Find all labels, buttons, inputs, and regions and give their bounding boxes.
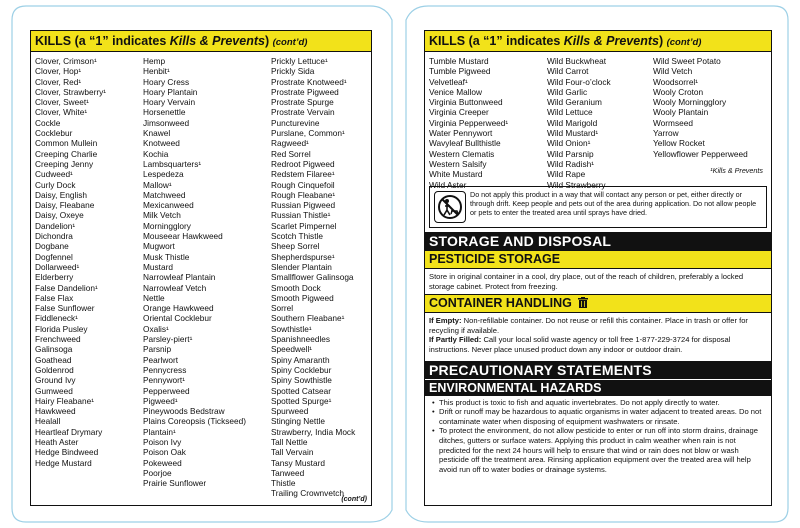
weed-name: Thistle [271,478,296,489]
weed-name: Wild Garlic [547,86,588,97]
weed-name: Poison Oak [143,447,186,458]
weed-name: Wild Onion¹ [547,138,591,149]
weed-name: Cocklebur [35,128,73,139]
weed-name: Wild Carrot [547,66,589,77]
weed-name: Clover, White¹ [35,107,88,118]
weed-name: Wild Sweet Potato [653,56,721,66]
weed-name: Musk Thistle [143,251,190,262]
weed-name: Knawel [143,128,171,139]
weed-name: Clover, Red¹ [35,76,82,87]
weed-name: Mouseear Hawkweed [143,231,223,242]
weed-name: Spiny Sowthistle [271,375,332,386]
weed-name: Daisy, Oxeye [35,210,84,221]
weed-name: Clover, Sweet¹ [35,97,89,108]
weed-name: Smooth Pigweed [271,292,334,303]
weed-name: Tumble Pigweed [429,66,491,77]
header-cont: (cont’d) [272,37,308,48]
precautionary-heading: PRECAUTIONARY STATEMENTS [425,361,771,379]
header-prefix: KILLS (a “1” indicates [429,34,564,48]
trash-can-icon [578,297,588,308]
weed-name: Lambsquarters¹ [143,158,202,169]
weed-name: White Mustard [429,169,483,180]
weed-name: Curly Dock [35,179,76,190]
weed-column-2 [143,56,246,488]
weed-name: Henbit¹ [143,66,170,77]
kills-header-right [425,31,771,52]
container-handling-heading [425,294,771,313]
weed-name: Parsley-piert¹ [143,334,193,345]
weed-name: Dandelion¹ [35,220,76,231]
kills-header-left [31,31,371,52]
weed-name: Narrowleaf Plantain [143,272,216,283]
environmental-hazards-heading: ENVIRONMENTAL HAZARDS [425,379,771,396]
weed-name: Spotted Spurge¹ [271,395,332,406]
weed-name: Wild Geranium [547,97,602,108]
weed-name: Spiny Amaranth [271,354,330,365]
weed-name: Trailing Crownvetch [271,488,345,499]
weed-name: Purslane, Common¹ [271,128,345,139]
weed-name: Oxalis¹ [143,323,169,334]
weed-name: Russian Pigweed [271,200,336,211]
environmental-hazard-item: • This product is toxic to fish and aquatic invertebrates. Do not apply directly to water. [439,398,767,408]
weed-name: Pennycress [143,364,187,375]
weed-name: Smooth Dock [271,282,321,293]
weed-name: Scarlet Pimpernel [271,220,337,231]
weed-name: Fiddleneck¹ [35,313,78,324]
weed-name: Narrowleaf Vetch [143,282,207,293]
weed-name: Virginia Buttonweed [429,97,503,108]
weed-name: Pokeweed [143,457,182,468]
weed-name: Hoary Vervain [143,97,196,108]
weed-name: Wooly Plantain [653,107,709,118]
weed-name: Goldenrod [35,364,74,375]
weed-name: Prairie Sunflower [143,478,207,489]
weed-name: Dichondra [35,231,73,242]
if-empty-paragraph [429,316,767,335]
weed-column-3 [271,56,355,499]
weed-name: Wild Four-o’clock [547,76,611,87]
weed-name: Gumweed [35,385,73,396]
weed-name: Water Pennywort [429,128,493,139]
weed-name: Creeping Charlie [35,148,98,159]
weed-name: Lespedeza [143,169,184,180]
weed-name: Poorjoe [143,467,172,478]
weed-name: Spurweed [271,406,309,417]
container-handling-text [425,313,771,357]
weed-name: Prostrate Knotweed¹ [271,76,347,87]
header-suffix: ) [658,34,664,48]
header-emphasis: Kills & Prevents [169,34,265,48]
weed-name: Wormseed [653,117,693,128]
weed-name: Mustard [143,261,173,272]
cont-note: (cont’d) [341,496,367,503]
weed-name: Hawkweed [35,406,76,417]
if-partly-text: Call your local solid waste agency or toll free 1-877-229-3724 for disposal instructions. Never place unused product down any indoor or outdoor drain. [429,335,731,354]
weed-name: Jimsonweed [143,117,190,128]
weed-name: Red Sorrel [271,148,311,159]
weed-name: Wild Strawberry [547,179,606,190]
weed-name: Virginia Creeper [429,107,489,118]
weed-name: Stinging Nettle [271,416,325,427]
weed-column-2 [547,56,611,190]
weed-name: Tumble Mustard [429,56,489,66]
weed-name: Hemp [143,56,166,66]
weed-name: Goathead [35,354,72,365]
weed-name: Redroot Pigweed [271,158,335,169]
weed-name: Daisy, English [35,189,87,200]
pesticide-storage-heading: PESTICIDE STORAGE [425,250,771,269]
weed-name: Sheep Sorrel [271,241,320,252]
if-partly-paragraph [429,335,767,354]
weed-name: Sorrel [271,303,294,314]
weed-name: Sowthistle¹ [271,323,312,334]
weed-name: Pennywort¹ [143,375,185,386]
weed-name: Dogbane [35,241,69,252]
weed-name: Hoary Cress [143,76,190,87]
weed-name: Galinsoga [35,344,73,355]
weed-name: Common Mullein [35,138,98,149]
weed-name: Yellowflower Pepperweed [653,148,748,159]
pet-warning-box [429,186,767,228]
weed-name: Western Salsify [429,158,487,169]
kills-prevents-footnote: ¹Kills & Prevents [710,166,763,175]
environmental-hazard-item: • To protect the environment, do not allow pesticide to enter or run off into storm drains, drainage ditches, gutters or surface waters. Applying this product in calm weather when rain is not predicted for the next 24 hours will help to ensure that wind or rain does not blow or wash pesticide off the treatment area. Rinsing application equipment over the treated area will help avoid run off to water bodies or drainage systems. [439,426,767,474]
weed-name: Virginia Pepperweed¹ [429,117,509,128]
weed-name: Pineywoods Bedstraw [143,406,225,417]
weed-name: Wild Mustard¹ [547,128,599,139]
weed-name: Prostrate Vervain [271,107,335,118]
weed-name: Yellow Rocket [653,138,705,149]
weed-name: Tall Nettle [271,436,308,447]
weed-name: Morningglory [143,220,191,231]
weed-name: Dogfennel [35,251,73,262]
weed-name: Plantain¹ [143,426,176,437]
if-empty-label: If Empty: [429,316,462,326]
header-cont: (cont’d) [666,37,702,48]
weed-name: Speedwell¹ [271,344,313,355]
weed-name: Prickly Lettuce¹ [271,56,328,66]
weed-name: Oriental Cocklebur [143,313,212,324]
no-people-pets-icon [434,191,466,223]
weed-name: Wild Parsnip [547,148,594,159]
weed-name: Horsenettle [143,107,186,118]
header-emphasis: Kills & Prevents [563,34,659,48]
weed-name: Scotch Thistle [271,231,323,242]
weed-name: Wild Lettuce [547,107,593,118]
weed-name: Southern Fleabane¹ [271,313,345,324]
weed-name: Clover, Crimson¹ [35,56,97,66]
weed-name: Ground Ivy [35,375,76,386]
weed-name: Daisy, Fleabane [35,200,95,211]
weed-name: Prickly Sida [271,66,315,77]
weed-name: Hedge Mustard [35,457,92,468]
weed-column-3 [653,56,748,159]
header-prefix: KILLS (a “1” indicates [35,34,170,48]
weed-name: Rough Fleabane¹ [271,189,336,200]
right-panel [424,30,772,506]
weed-name: Mugwort [143,241,175,252]
weed-name: Cockle [35,117,61,128]
environmental-hazards-list [429,398,767,475]
weed-name: Strawberry, India Mock [271,426,356,437]
weed-name: Plains Coreopsis (Tickseed) [143,416,246,427]
weed-name: Hairy Fleabane¹ [35,395,95,406]
weed-name: Spiny Cocklebur [271,364,332,375]
weed-name: Parsnip [143,344,172,355]
weed-name: Kochia [143,148,169,159]
weed-name: Wooly Morningglory [653,97,727,108]
weed-name: Rough Cinquefoil [271,179,335,190]
weed-name: Velvetleaf¹ [429,76,468,87]
pet-warning-text: Do not apply this product in a way that will contact any person or pet, either directly or through drift. Keep people and pets out of the area during application. Do not allow people or pets to enter the treated area until sprays have dried. [470,190,757,218]
weed-name: Milk Vetch [143,210,181,221]
weed-name: Poison Ivy [143,436,182,447]
weed-name: Elderberry [35,272,74,283]
weed-name: Heath Aster [35,436,79,447]
weed-name: False Sunflower [35,303,95,314]
if-partly-label: If Partly Filled: [429,335,482,345]
weed-name: Ragweed¹ [271,138,309,149]
weed-name: Tansy Mustard [271,457,325,468]
weed-name: Wild Aster [429,179,467,190]
weed-name: False Flax [35,292,74,303]
weed-name: Prostrate Pigweed [271,86,339,97]
weed-name: Pepperweed [143,385,190,396]
weed-name: Clover, Strawberry¹ [35,86,107,97]
weed-name: Wild Buckwheat [547,56,607,66]
weed-name: Wooly Croton [653,86,704,97]
weed-name: Russian Thistle¹ [271,210,331,221]
weed-name: Shepherdspurse¹ [271,251,335,262]
weed-name: Spanishneedles [271,334,331,345]
weed-name: Clover, Hop¹ [35,66,82,77]
weed-name: Healall [35,416,61,427]
weed-column-1 [429,56,508,190]
weed-name: False Dandelion¹ [35,282,98,293]
if-empty-text: Non-refillable container. Do not reuse or refill this container. Place in trash or offer for recycling if available. [429,316,748,335]
environmental-hazard-item: • Drift or runoff may be hazardous to aquatic organisms in water adjacent to treated areas. Do not contaminate water when disposing of equipment washwaters or rinsate. [439,407,767,426]
weed-name: Spotted Catsear [271,385,331,396]
weed-name: Hoary Plantain [143,86,198,97]
weed-column-1 [35,56,106,468]
weed-name: Redstem Filaree¹ [271,169,335,180]
weed-name: Hedge Bindweed [35,447,99,458]
weed-name: Venice Mallow [429,86,483,97]
weed-name: Cudweed¹ [35,169,73,180]
weed-name: Matchweed [143,189,186,200]
weed-name: Tall Vervain [271,447,314,458]
weed-name: Wild Marigold [547,117,598,128]
weed-name: Puncturevine [271,117,320,128]
weed-name: Tanweed [271,467,305,478]
weed-name: Creeping Jenny [35,158,94,169]
weed-name: Knotweed [143,138,180,149]
weed-name: Heartleaf Drymary [35,426,103,437]
weed-name: Mexicanweed [143,200,194,211]
weed-name: Yarrow [653,128,679,139]
weed-name: Nettle [143,292,165,303]
weed-name: Pearlwort [143,354,179,365]
weed-name: Smallflower Galinsoga [271,272,354,283]
weed-name: Mallow¹ [143,179,172,190]
weed-name: Wild Vetch [653,66,693,77]
header-suffix: ) [264,34,270,48]
weed-name: Wild Radish¹ [547,158,595,169]
weed-name: Dollarweed¹ [35,261,80,272]
weed-name: Wild Rape [547,169,586,180]
weed-name: Florida Pusley [35,323,88,334]
weed-name: Woodsorrel¹ [653,76,699,87]
weed-name: Orange Hawkweed [143,303,214,314]
weed-name: Prostrate Spurge [271,97,334,108]
left-kills-panel [30,30,372,506]
pesticide-storage-text: Store in original container in a cool, dry place, out of the reach of children, preferably a locked storage cabinet. Protect from freezing. [429,272,744,291]
weed-name: Frenchweed [35,334,81,345]
weed-name: Pigweed¹ [143,395,178,406]
weed-name: Wavyleaf Bullthistle [429,138,501,149]
weed-name: Slender Plantain [271,261,332,272]
weed-name: Western Clematis [429,148,495,159]
container-handling-title: CONTAINER HANDLING [429,296,572,311]
storage-disposal-heading: STORAGE AND DISPOSAL [425,232,771,250]
